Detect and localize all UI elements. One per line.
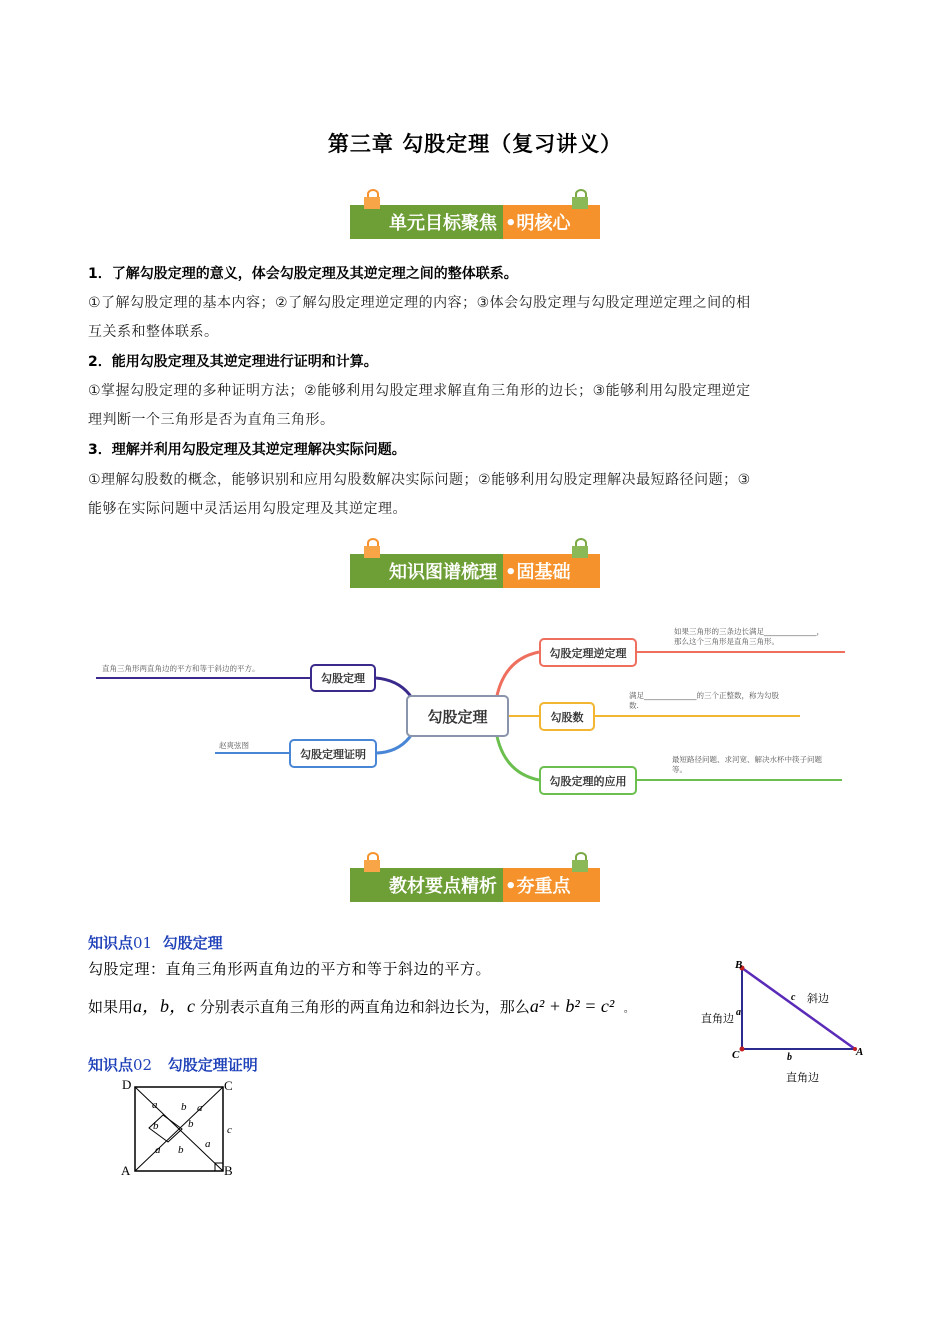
mind-map-node-theorem: 勾股定理 [310, 664, 376, 692]
svg-text:C: C [732, 1049, 740, 1061]
banner-key-points [350, 868, 600, 902]
svg-text:A: A [856, 1046, 864, 1058]
mind-map-note-triples: 满足______________的三个正整数，称为勾股 数. [629, 691, 779, 710]
mind-map-node-triples: 勾股数 [539, 702, 595, 731]
binder-clip-icon [364, 538, 380, 558]
svg-text:B: B [224, 1163, 233, 1178]
mind-map-note-theorem: 直角三角形两直角边的平方和等于斜边的平方。 [102, 664, 260, 673]
variables: a，b，c [133, 996, 196, 1016]
banner-left-text: 知识图谱梳理 [350, 554, 503, 588]
mind-map-center-node: 勾股定理 [406, 695, 509, 737]
binder-clip-icon [572, 189, 588, 209]
mind-map-note-proof: 赵爽弦图 [219, 741, 249, 750]
mind-map-note-converse: 如果三角形的三条边长满足______________， 那么这个三角形是直角三角形。 [674, 627, 824, 646]
svg-text:c: c [227, 1124, 232, 1136]
svg-text:b: b [178, 1144, 184, 1156]
mind-map-note-application: 最短路径问题、求河宽、解决水杯中筷子问题 等。 [672, 755, 822, 774]
page-title: 第三章 勾股定理（复习讲义） [327, 132, 623, 156]
banner-left-text: 单元目标聚焦 [350, 205, 503, 239]
banner-right-text: •夯重点 [503, 868, 600, 902]
theorem-statement: 勾股定理：直角三角形两直角边的平方和等于斜边的平方。 [88, 960, 492, 978]
svg-text:c: c [791, 992, 796, 1003]
banner-right-text: •明核心 [503, 205, 600, 239]
svg-text:C: C [224, 1078, 233, 1093]
binder-clip-icon [364, 189, 380, 209]
goal-1-detail-cont: 互关系和整体联系。 [88, 324, 219, 340]
svg-text:a: a [736, 1007, 741, 1018]
svg-text:B: B [735, 959, 743, 971]
svg-text:a: a [205, 1138, 211, 1150]
binder-clip-icon [364, 852, 380, 872]
svg-text:a: a [197, 1102, 203, 1114]
goal-2-detail: ①掌握勾股定理的多种证明方法；②能够利用勾股定理求解直角三角形的边长；③能够利用勾股定理逆定 [88, 383, 751, 399]
svg-text:b: b [181, 1101, 187, 1113]
svg-text:D: D [122, 1077, 132, 1092]
mind-map [0, 600, 950, 820]
knowledge-point-01-heading: 知识点01 勾股定理 [88, 934, 223, 952]
theorem-formula-line: 如果用a，b，c 分别表示直角三角形的两直角边和斜边长为，那么a² + b² = c² 。 [88, 996, 634, 1016]
goal-1-heading: 1．了解勾股定理的意义，体会勾股定理及其逆定理之间的整体联系。 [88, 266, 518, 282]
mind-map-node-proof: 勾股定理证明 [289, 739, 377, 768]
banner-left-text: 教材要点精析 [350, 868, 503, 902]
goal-1-detail: ①了解勾股定理的基本内容；②了解勾股定理逆定理的内容；③体会勾股定理与勾股定理逆定理之间的相 [88, 295, 751, 311]
binder-clip-icon [572, 852, 588, 872]
zhao-shuang-square-figure [115, 1075, 245, 1180]
banner-goals [350, 205, 600, 239]
svg-text:a: a [155, 1144, 161, 1156]
svg-text:直角边: 直角边 [701, 1012, 734, 1025]
goal-3-detail: ①理解勾股数的概念，能够识别和应用勾股数解决实际问题；②能够利用勾股定理解决最短路径问题；③ [88, 472, 751, 488]
svg-text:直角边: 直角边 [786, 1071, 819, 1084]
binder-clip-icon [572, 538, 588, 558]
svg-text:A: A [121, 1163, 131, 1178]
mind-map-node-application: 勾股定理的应用 [539, 766, 637, 795]
goal-2-detail-cont: 理判断一个三角形是否为直角三角形。 [88, 412, 335, 428]
mind-map-node-converse: 勾股定理逆定理 [539, 638, 637, 667]
goal-2-heading: 2．能用勾股定理及其逆定理进行证明和计算。 [88, 354, 378, 370]
svg-text:b: b [787, 1052, 792, 1063]
banner-mindmap [350, 554, 600, 588]
goal-3-heading: 3．理解并利用勾股定理及其逆定理解决实际问题。 [88, 442, 406, 458]
banner-right-text: •固基础 [503, 554, 600, 588]
svg-text:b: b [153, 1120, 159, 1132]
goal-3-detail-cont: 能够在实际问题中灵活运用勾股定理及其逆定理。 [88, 501, 407, 517]
svg-text:斜边: 斜边 [807, 992, 829, 1005]
svg-text:a: a [152, 1099, 158, 1111]
knowledge-point-02-heading: 知识点02 勾股定理证明 [88, 1056, 258, 1074]
svg-text:b: b [188, 1118, 194, 1130]
right-triangle-figure [695, 952, 875, 1092]
pythagorean-formula: a² + b² = c² [529, 996, 615, 1016]
